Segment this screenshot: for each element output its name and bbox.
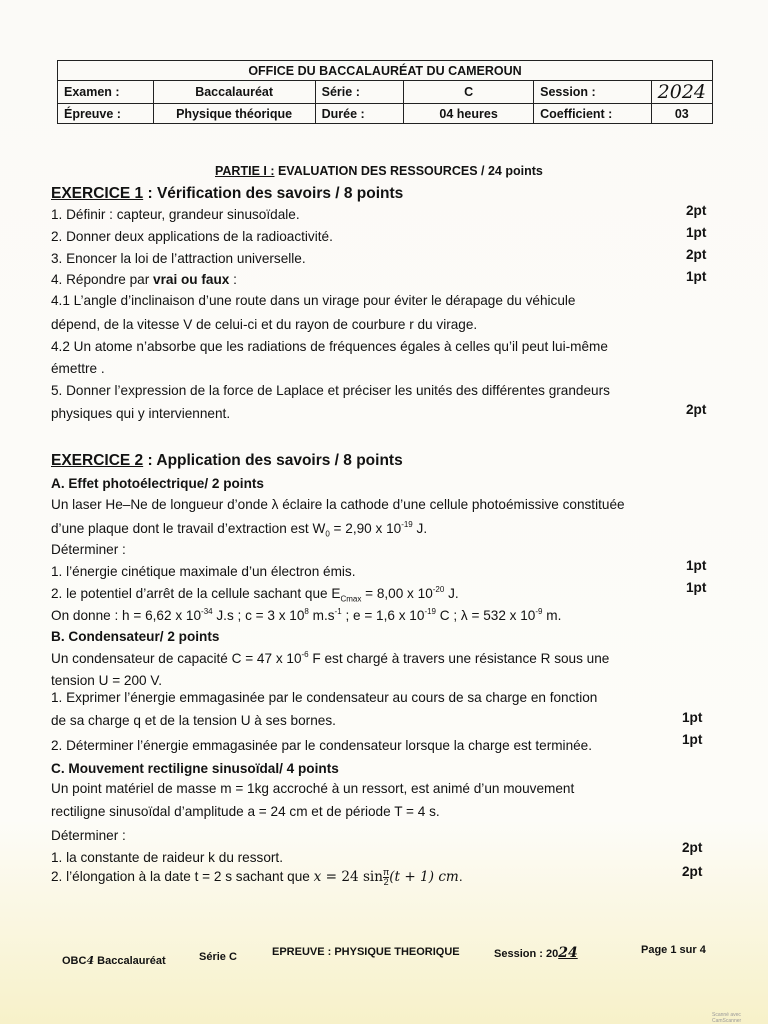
ex1-q1-points: 2pt (686, 203, 707, 218)
ex2-c-q2-fraction-den: 2 (383, 877, 389, 887)
ex2-b-line1-rest: F est chargé à travers une résistance R sous une (308, 651, 610, 666)
ex2-c-q2-period: . (458, 869, 463, 885)
ex2-b-q1-line2: de sa charge q et de la tension U à ses bornes. (51, 713, 336, 728)
ex2-a-line2-unit: J. (412, 521, 428, 536)
exercice-1-title (51, 185, 403, 203)
ex2-a-q2-sub: Cmax (340, 594, 362, 604)
ex1-q2-points: 1pt (686, 225, 707, 240)
exercice-2-title (51, 452, 403, 470)
ex2-a-data-h: On donne : h = 6,62 x 10 (51, 608, 202, 623)
coef-label: Coefficient : (534, 104, 652, 124)
ex2-a-data-lambda-exp: -9 (535, 607, 543, 616)
ex1-q4-bold: vrai ou faux (153, 272, 230, 287)
ex2-c-q2-points: 2pt (682, 864, 703, 879)
ex2-b-q1-line1: 1. Exprimer l’énergie emmagasinée par le condensateur au cours de sa charge en fonction (51, 690, 598, 705)
exercice-1-number: EXERCICE 1 (51, 185, 144, 202)
ex1-q4-text: 4. Répondre par (51, 272, 154, 287)
ex2-a-q2-points: 1pt (686, 580, 707, 595)
serie-value: C (404, 81, 534, 104)
ex2-a-data-c-exp: 8 (304, 607, 309, 616)
partie-heading (215, 164, 543, 178)
footer-serie: Série C (199, 951, 237, 963)
ex2-section-c-title: C. Mouvement rectiligne sinusoïdal/ 4 points (51, 761, 339, 776)
ex2-a-data-e-exp: -19 (424, 607, 436, 616)
ex2-a-data-c-unit: m.s (308, 608, 335, 623)
examen-value: Baccalauréat (153, 81, 315, 104)
footer-epreuve: EPREUVE : PHYSIQUE THEORIQUE (272, 946, 460, 958)
ex2-a-q1-points: 1pt (686, 558, 707, 573)
ex2-a-data-c: J.s ; c = 3 x 10 (212, 608, 305, 623)
ex2-a-line2 (51, 520, 427, 539)
ex2-a-q2-unit: J. (444, 586, 459, 601)
scanner-watermark: Scanné avec CamScanner (712, 1012, 742, 1024)
exercice-2-number: EXERCICE 2 (51, 452, 144, 469)
ex1-q42-line2: émettre . (51, 361, 105, 376)
exercice-1-subtitle: : Vérification des savoirs / 8 points (143, 185, 404, 202)
ex1-q5-points: 2pt (686, 402, 707, 417)
session-value: 2024 (651, 81, 712, 104)
partie-rest: EVALUATION DES RESSOURCES / 24 points (274, 164, 543, 178)
ex1-q3-points: 2pt (686, 247, 707, 262)
ex2-section-a-title: A. Effet photoélectrique/ 2 points (51, 476, 264, 491)
ex2-b-q2: 2. Déterminer l’énergie emmagasinée par le condensateur lorsque la charge est terminée. (51, 738, 593, 753)
ex2-b-line1-text: Un condensateur de capacité C = 47 x 10 (51, 651, 302, 666)
ex2-a-data (51, 607, 561, 623)
epreuve-label: Épreuve : (58, 104, 154, 124)
ex2-a-q2-exp: -20 (432, 585, 445, 594)
ex2-c-q1-points: 2pt (682, 840, 703, 855)
ex1-q4 (51, 272, 237, 287)
ex2-a-data-c-unit-exp: -1 (334, 607, 342, 616)
ex2-a-line2-value: = 2,90 x 10 (329, 521, 402, 536)
footer-session-text: Session : 20 (494, 948, 559, 960)
ex1-q4-points: 1pt (686, 269, 707, 284)
ex2-a-q1: 1. l’énergie cinétique maximale d’un électron émis. (51, 564, 356, 579)
exercice-2-subtitle: : Application des savoirs / 8 points (143, 452, 403, 469)
ex2-b-line1 (51, 650, 609, 666)
ex2-a-q2 (51, 585, 459, 604)
ex1-q5-line2: physiques qui y interviennent. (51, 406, 231, 421)
office-title: OFFICE DU BACCALAURÉAT DU CAMEROUN (58, 61, 713, 81)
epreuve-value: Physique théorique (153, 104, 315, 124)
ex2-a-line2-text: d’une plaque dont le travail d’extraction est W (51, 521, 326, 536)
ex2-c-q2-argument: (t + 1) cm (389, 869, 459, 886)
footer-obc (62, 954, 166, 967)
ex1-q41-line2: dépend, de la vitesse V de celui-ci et du rayon de courbure r du virage. (51, 317, 478, 332)
footer-session (494, 945, 578, 961)
ex2-a-line2-exp: -19 (401, 520, 413, 529)
ex1-q41-line1: 4.1 L’angle d’inclinaison d’une route dans un virage pour éviter le dérapage du véhicule (51, 293, 576, 308)
ex2-a-data-h-exp: -34 (201, 607, 213, 616)
ex2-a-q2-text: 2. le potentiel d’arrêt de la cellule sachant que E (51, 586, 341, 601)
ex2-c-line2: rectiligne sinusoïdal d’amplitude a = 24 cm et de période T = 4 s. (51, 804, 440, 819)
ex2-b-q1-points: 1pt (682, 710, 703, 725)
ex2-a-line1: Un laser He–Ne de longueur d’onde λ éclaire la cathode d’une cellule photoémissive constituée (51, 497, 625, 512)
ex2-c-q2-sin: = 24 sin (321, 869, 384, 886)
ex1-q3: 3. Enoncer la loi de l’attraction universelle. (51, 251, 306, 266)
examen-label: Examen : (58, 81, 154, 104)
ex2-c-q2-fraction-num: π (383, 867, 390, 877)
ex2-section-b-title: B. Condensateur/ 2 points (51, 629, 220, 644)
ex2-b-line1-exp: -6 (301, 650, 309, 659)
duree-label: Durée : (315, 104, 403, 124)
ex2-c-q2-x: x (313, 869, 322, 886)
ex2-a-data-lambda-unit: m. (542, 608, 562, 623)
ex2-c-q2-text: 2. l’élongation à la date t = 2 s sachant que (51, 869, 314, 885)
ex2-a-data-e: ; e = 1,6 x 10 (341, 608, 425, 623)
footer-page-number: Page 1 sur 4 (641, 944, 706, 956)
ex1-q1: 1. Définir : capteur, grandeur sinusoïdale. (51, 207, 300, 222)
footer-bac: Baccalauréat (94, 955, 166, 967)
ex2-c-line1: Un point matériel de masse m = 1kg accroché à un ressort, est animé d’un mouvement (51, 781, 575, 796)
duree-value: 04 heures (404, 104, 534, 124)
ex1-q5-line1: 5. Donner l’expression de la force de Laplace et préciser les unités des différentes grandeurs (51, 383, 610, 398)
ex2-c-q2 (51, 868, 463, 887)
ex2-a-line2-sub: 0 (325, 529, 330, 539)
ex1-q42-line1: 4.2 Un atome n’absorbe que les radiations de fréquences égales à celles qu’il peut lui-même (51, 339, 608, 354)
footer-obc-text: OBC (62, 955, 87, 967)
ex2-c-determiner: Déterminer : (51, 828, 126, 843)
ex2-b-q2-points: 1pt (682, 732, 703, 747)
ex2-a-data-lambda: C ; λ = 532 x 10 (436, 608, 536, 623)
ex2-b-line2: tension U = 200 V. (51, 673, 162, 688)
session-label: Session : (534, 81, 652, 104)
ex2-a-q2-value: = 8,00 x 10 (361, 586, 433, 601)
ex1-q2: 2. Donner deux applications de la radioactivité. (51, 229, 333, 244)
ex1-q4-colon: : (229, 272, 237, 287)
partie-prefix: PARTIE I : (215, 164, 275, 178)
footer-obc-mark: 4 (86, 954, 95, 967)
coef-value: 03 (651, 104, 712, 124)
footer-session-handwritten: 24 (558, 945, 578, 961)
ex2-c-q1: 1. la constante de raideur k du ressort. (51, 850, 283, 865)
ex2-a-determiner: Déterminer : (51, 542, 126, 557)
serie-label: Série : (315, 81, 403, 104)
